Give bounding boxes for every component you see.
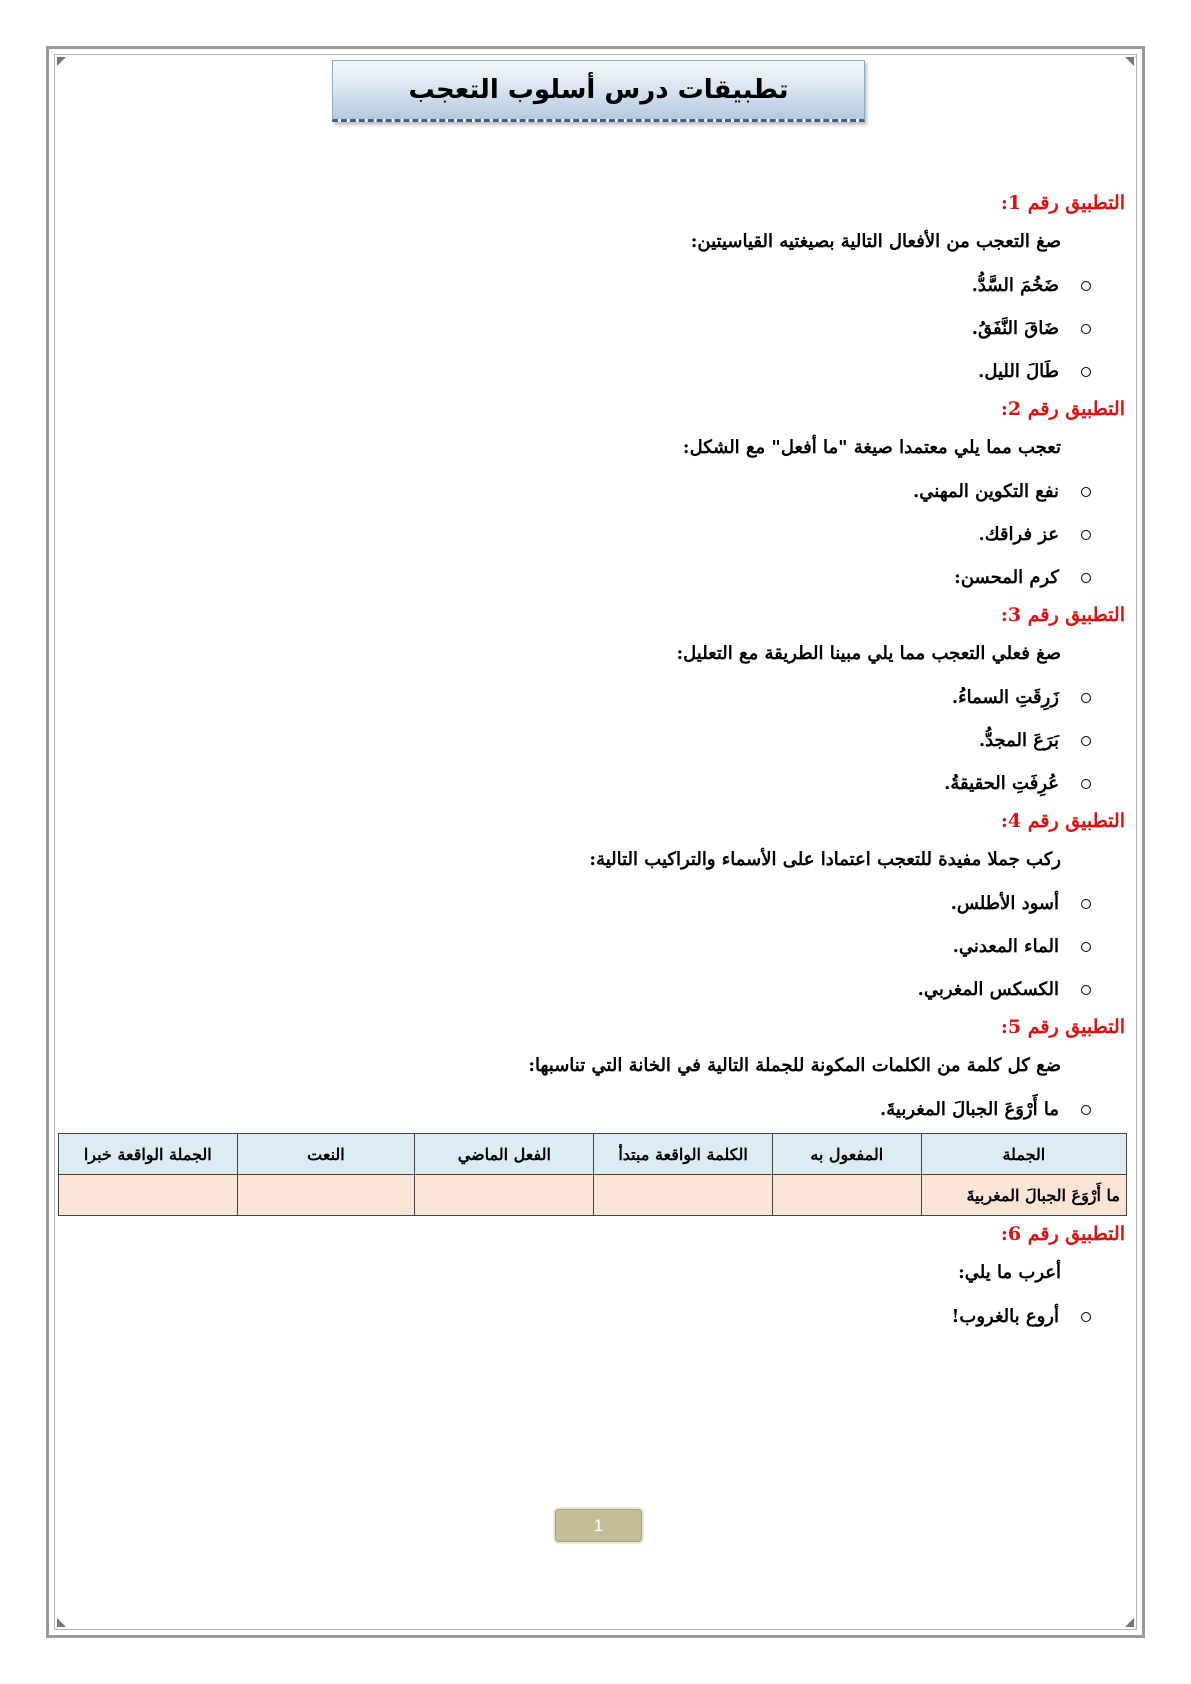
corner-ornament-top-right: [1125, 57, 1134, 66]
circle-bullet-icon: [1081, 1105, 1091, 1115]
circle-bullet-icon: [1081, 942, 1091, 952]
list-item: طَالَ الليل.: [60, 350, 1125, 393]
application-heading: التطبيق رقم 1:: [1000, 192, 1125, 214]
application-5: [60, 1011, 1125, 1216]
application-instruction: تعجب مما يلي معتمدا صيغة "ما أفعل" مع الشكل:: [682, 437, 1061, 458]
list-item: الكسكس المغربي.: [60, 968, 1125, 1011]
circle-bullet-icon: [1081, 367, 1091, 377]
list-item: ضَاقَ النَّفَقُ.: [60, 307, 1125, 350]
table-header-cell: الفعل الماضي: [415, 1134, 594, 1175]
table-cell-answer[interactable]: [59, 1175, 238, 1216]
list-item: بَرَعَ المجدُّ.: [60, 719, 1125, 762]
corner-ornament-bottom-right: [1125, 1618, 1134, 1627]
list-item: عُرِفَتِ الحقيقةُ.: [60, 762, 1125, 805]
circle-bullet-icon: [1081, 487, 1091, 497]
corner-ornament-top-left: [57, 57, 66, 66]
table-row: [59, 1175, 1127, 1216]
application-instruction: صغ التعجب من الأفعال التالية بصيغتيه القياسيتين:: [690, 231, 1061, 252]
exercises-content: [60, 187, 1125, 1338]
table-cell-answer[interactable]: [594, 1175, 773, 1216]
circle-bullet-icon: [1081, 985, 1091, 995]
list-item: ضَخُمَ السَّدُّ.: [60, 264, 1125, 307]
application-1: [60, 187, 1125, 393]
circle-bullet-icon: [1081, 281, 1091, 291]
application-instruction: أعرب ما يلي:: [958, 1262, 1061, 1283]
table-header-cell: النعت: [237, 1134, 415, 1175]
circle-bullet-icon: [1081, 736, 1091, 746]
corner-ornament-bottom-left: [57, 1618, 66, 1627]
application-instruction: ضع كل كلمة من الكلمات المكونة للجملة التالية في الخانة التي تناسبها:: [528, 1055, 1061, 1076]
circle-bullet-icon: [1081, 779, 1091, 789]
circle-bullet-icon: [1081, 530, 1091, 540]
application-instruction: ركب جملا مفيدة للتعجب اعتمادا على الأسماء والتراكيب التالية:: [589, 849, 1061, 870]
circle-bullet-icon: [1081, 324, 1091, 334]
document-title: تطبيقات درس أسلوب التعجب: [332, 60, 865, 122]
application-heading: التطبيق رقم 3:: [1000, 604, 1125, 626]
application-2: [60, 393, 1125, 599]
list-item: ما أَرْوَعَ الجبالَ المغربيةَ.: [60, 1088, 1125, 1131]
table-cell-sentence: ما أَرْوَعَ الجبالَ المغربيةَ: [921, 1175, 1126, 1216]
table-header-row: [59, 1134, 1127, 1175]
table-header-cell: الكلمة الواقعة مبتدأ: [594, 1134, 773, 1175]
application-4: [60, 805, 1125, 1011]
page-number: 1: [555, 1509, 642, 1542]
list-item: كرم المحسن:: [60, 556, 1125, 599]
application-3: [60, 599, 1125, 805]
table-cell-answer[interactable]: [237, 1175, 415, 1216]
list-item: أسود الأطلس.: [60, 882, 1125, 925]
table-header-cell: الجملة: [921, 1134, 1126, 1175]
application-heading: التطبيق رقم 6:: [1000, 1223, 1125, 1245]
table-header-cell: الجملة الواقعة خبرا: [59, 1134, 238, 1175]
application-heading: التطبيق رقم 5:: [1000, 1016, 1125, 1038]
list-item: نفع التكوين المهني.: [60, 470, 1125, 513]
application-heading: التطبيق رقم 2:: [1000, 398, 1125, 420]
table-cell-answer[interactable]: [772, 1175, 921, 1216]
list-item: الماء المعدني.: [60, 925, 1125, 968]
application-6: [60, 1218, 1125, 1338]
table-cell-answer[interactable]: [415, 1175, 594, 1216]
application-heading: التطبيق رقم 4:: [1000, 810, 1125, 832]
analysis-table: [58, 1133, 1127, 1216]
list-item: زَرِقَتِ السماءُ.: [60, 676, 1125, 719]
circle-bullet-icon: [1081, 1312, 1091, 1322]
application-instruction: صغ فعلي التعجب مما يلي مبينا الطريقة مع التعليل:: [676, 643, 1061, 664]
circle-bullet-icon: [1081, 573, 1091, 583]
circle-bullet-icon: [1081, 693, 1091, 703]
table-header-cell: المفعول به: [772, 1134, 921, 1175]
list-item: أروع بالغروب!: [60, 1295, 1125, 1338]
circle-bullet-icon: [1081, 899, 1091, 909]
list-item: عز فراقك.: [60, 513, 1125, 556]
